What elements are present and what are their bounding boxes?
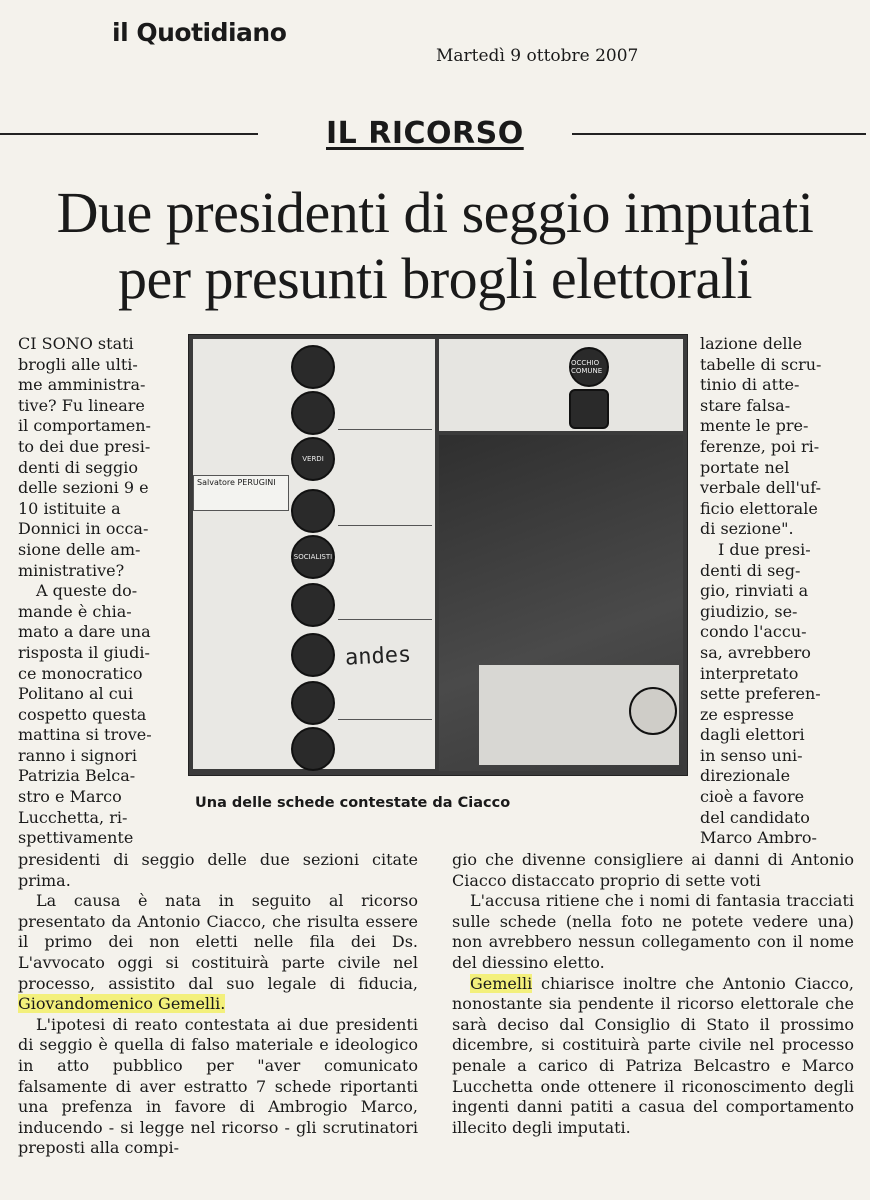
kicker-rule-left	[0, 133, 258, 135]
text-line: condo l'accu-	[700, 622, 807, 642]
text-line: del candidato	[700, 807, 810, 827]
article-column-left	[18, 334, 168, 849]
text-line: stro e Marco	[18, 787, 122, 807]
paragraph-text: chiarisce inoltre che Antonio Ciacco, nonostante sia pendente il ricorso elettorale che sarà deciso dal Consiglio di Stato il prossimo dicembre, si costituirà parte civile nel processo penale a carico di Patriza Belcastro e Marco Lucchetta onde ottenere il riconoscimento degli ingenti danni patiti a casua del comportamento illecito degli imputati.	[452, 973, 855, 1137]
text-line: 10 istituite a	[18, 498, 121, 518]
text-line: direzionale	[700, 766, 791, 786]
article-column-lower-left	[18, 850, 418, 1159]
article-column-lower-right	[452, 850, 854, 1138]
text-line: gio, rinviati a	[700, 581, 809, 601]
text-line: tive? Fu lineare	[18, 395, 145, 415]
text-line: il comportamen-	[18, 416, 151, 436]
party-logo-icon	[291, 391, 335, 435]
text-line: mente le pre-	[700, 416, 809, 436]
candidate-name-box: Salvatore PERUGINI	[193, 475, 289, 511]
text-line: Lucchetta, ri-	[18, 807, 128, 827]
text-line: CI SONO stati	[18, 334, 134, 353]
party-logo-icon: VERDI	[291, 437, 335, 481]
stamp-seal-icon	[629, 687, 677, 735]
text-line: sione delle am-	[18, 539, 141, 559]
official-stamp-card	[479, 665, 679, 765]
kicker: IL RICORSO	[326, 116, 524, 151]
text-line: to dei due presi-	[18, 436, 151, 456]
ballot-line	[338, 429, 432, 430]
text-line: ministrative?	[18, 560, 125, 580]
party-logo-icon: OCCHIO COMUNE	[569, 347, 609, 387]
text-line: stare falsa-	[700, 395, 791, 415]
text-line: giudizio, se-	[700, 601, 798, 621]
highlighted-name: Gemelli	[470, 973, 533, 993]
region-map-icon	[569, 389, 609, 429]
article-column-right	[700, 334, 852, 849]
publication-date: Martedì 9 ottobre 2007	[436, 46, 639, 66]
text-line: tinio di atte-	[700, 375, 800, 395]
ballot-photo	[188, 334, 688, 776]
text-line: A queste do-	[36, 581, 138, 601]
text-line: brogli alle ulti-	[18, 354, 138, 374]
party-logo-icon: SOCIALISTI	[291, 535, 335, 579]
highlighted-name: Giovandomenico Gemelli.	[18, 994, 226, 1014]
text-line: Patrizia Belca-	[18, 766, 136, 786]
headline-line-1: Due presidenti di seggio imputati	[56, 180, 814, 245]
text-line: cioè a favore	[700, 787, 805, 807]
text-line: di sezione".	[700, 519, 794, 539]
paragraph: L'accusa ritiene che i nomi di fantasia tracciati sulle schede (nella foto ne potete vedere una) non avrebbero nessun collegamento con il nome del diessino eletto.	[452, 891, 854, 972]
text-line: interpretato	[700, 663, 799, 683]
ballot-sheet-right	[439, 339, 683, 431]
text-line: I due presi-	[718, 539, 811, 559]
kicker-rule-right	[572, 133, 866, 135]
text-line: verbale dell'uf-	[700, 478, 822, 498]
text-line: risposta il giudi-	[18, 642, 150, 662]
text-line: ce monocratico	[18, 663, 143, 683]
text-line: in senso uni-	[700, 745, 803, 765]
paragraph	[452, 974, 854, 1139]
headline-line-2: per presunti brogli elettorali	[117, 246, 753, 311]
text-line: denti di seggio	[18, 457, 139, 477]
text-line: Politano al cui	[18, 684, 134, 704]
text-line: lazione delle	[700, 334, 803, 353]
text-line: ranno i signori	[18, 745, 137, 765]
text-line: dagli elettori	[700, 725, 805, 745]
paragraph: L'ipotesi di reato contestata ai due presidenti di seggio è quella di falso materiale e ideologico in atto pubblico per "aver comunicato falsamente di aver estratto 7 schede riportanti una prefenza in favore di Ambrogio Marco, inducendo - si legge nel ricorso - gli scrutinatori preposti alla compi-	[18, 1014, 418, 1158]
party-logo-icon	[291, 681, 335, 725]
party-logo-icon	[291, 633, 335, 677]
ballot-line	[338, 719, 432, 720]
text-line: tabelle di scru-	[700, 354, 822, 374]
text-line: mato a dare una	[18, 622, 151, 642]
text-line: mattina si trove-	[18, 725, 152, 745]
text-line: ficio elettorale	[700, 498, 818, 518]
text-line: sette preferen-	[700, 684, 821, 704]
paragraph-text: La causa è nata in seguito al ricorso presentato da Antonio Ciacco, che risulta essere il primo dei non eletti nelle fila dei Ds. L'avvocato oggi si costituirà parte civile nel processo, assistito dal suo legale di fiducia,	[18, 891, 418, 993]
ballot-line	[338, 619, 432, 620]
paragraph: presidenti di seggio delle due sezioni citate prima.	[18, 850, 418, 890]
party-logo-icon	[291, 489, 335, 533]
text-line: denti di seg-	[700, 560, 801, 580]
party-logo-icon	[291, 583, 335, 627]
party-logo-icon	[291, 727, 335, 771]
text-line: sa, avrebbero	[700, 642, 811, 662]
party-logo-icon	[291, 345, 335, 389]
paragraph: gio che divenne consigliere ai danni di Antonio Ciacco distaccato proprio di sette voti	[452, 850, 854, 890]
text-line: ferenze, poi ri-	[700, 436, 820, 456]
text-line: cospetto questa	[18, 704, 147, 724]
text-line: mande è chia-	[18, 601, 132, 621]
masthead: il Quotidiano	[112, 18, 287, 47]
handwritten-name: andes	[344, 642, 412, 671]
photo-caption: Una delle schede contestate da Ciacco	[195, 795, 511, 811]
text-line: ze espresse	[700, 704, 794, 724]
text-line: delle sezioni 9 e	[18, 478, 149, 498]
text-line: spettivamente	[18, 828, 134, 848]
text-line: Marco Ambro-	[700, 828, 817, 848]
paragraph	[18, 891, 418, 1015]
text-line: Donnici in occa-	[18, 519, 149, 539]
ballot-sheet	[193, 339, 435, 769]
ballot-line	[338, 525, 432, 526]
text-line: me amministra-	[18, 375, 146, 395]
text-line: portate nel	[700, 457, 790, 477]
